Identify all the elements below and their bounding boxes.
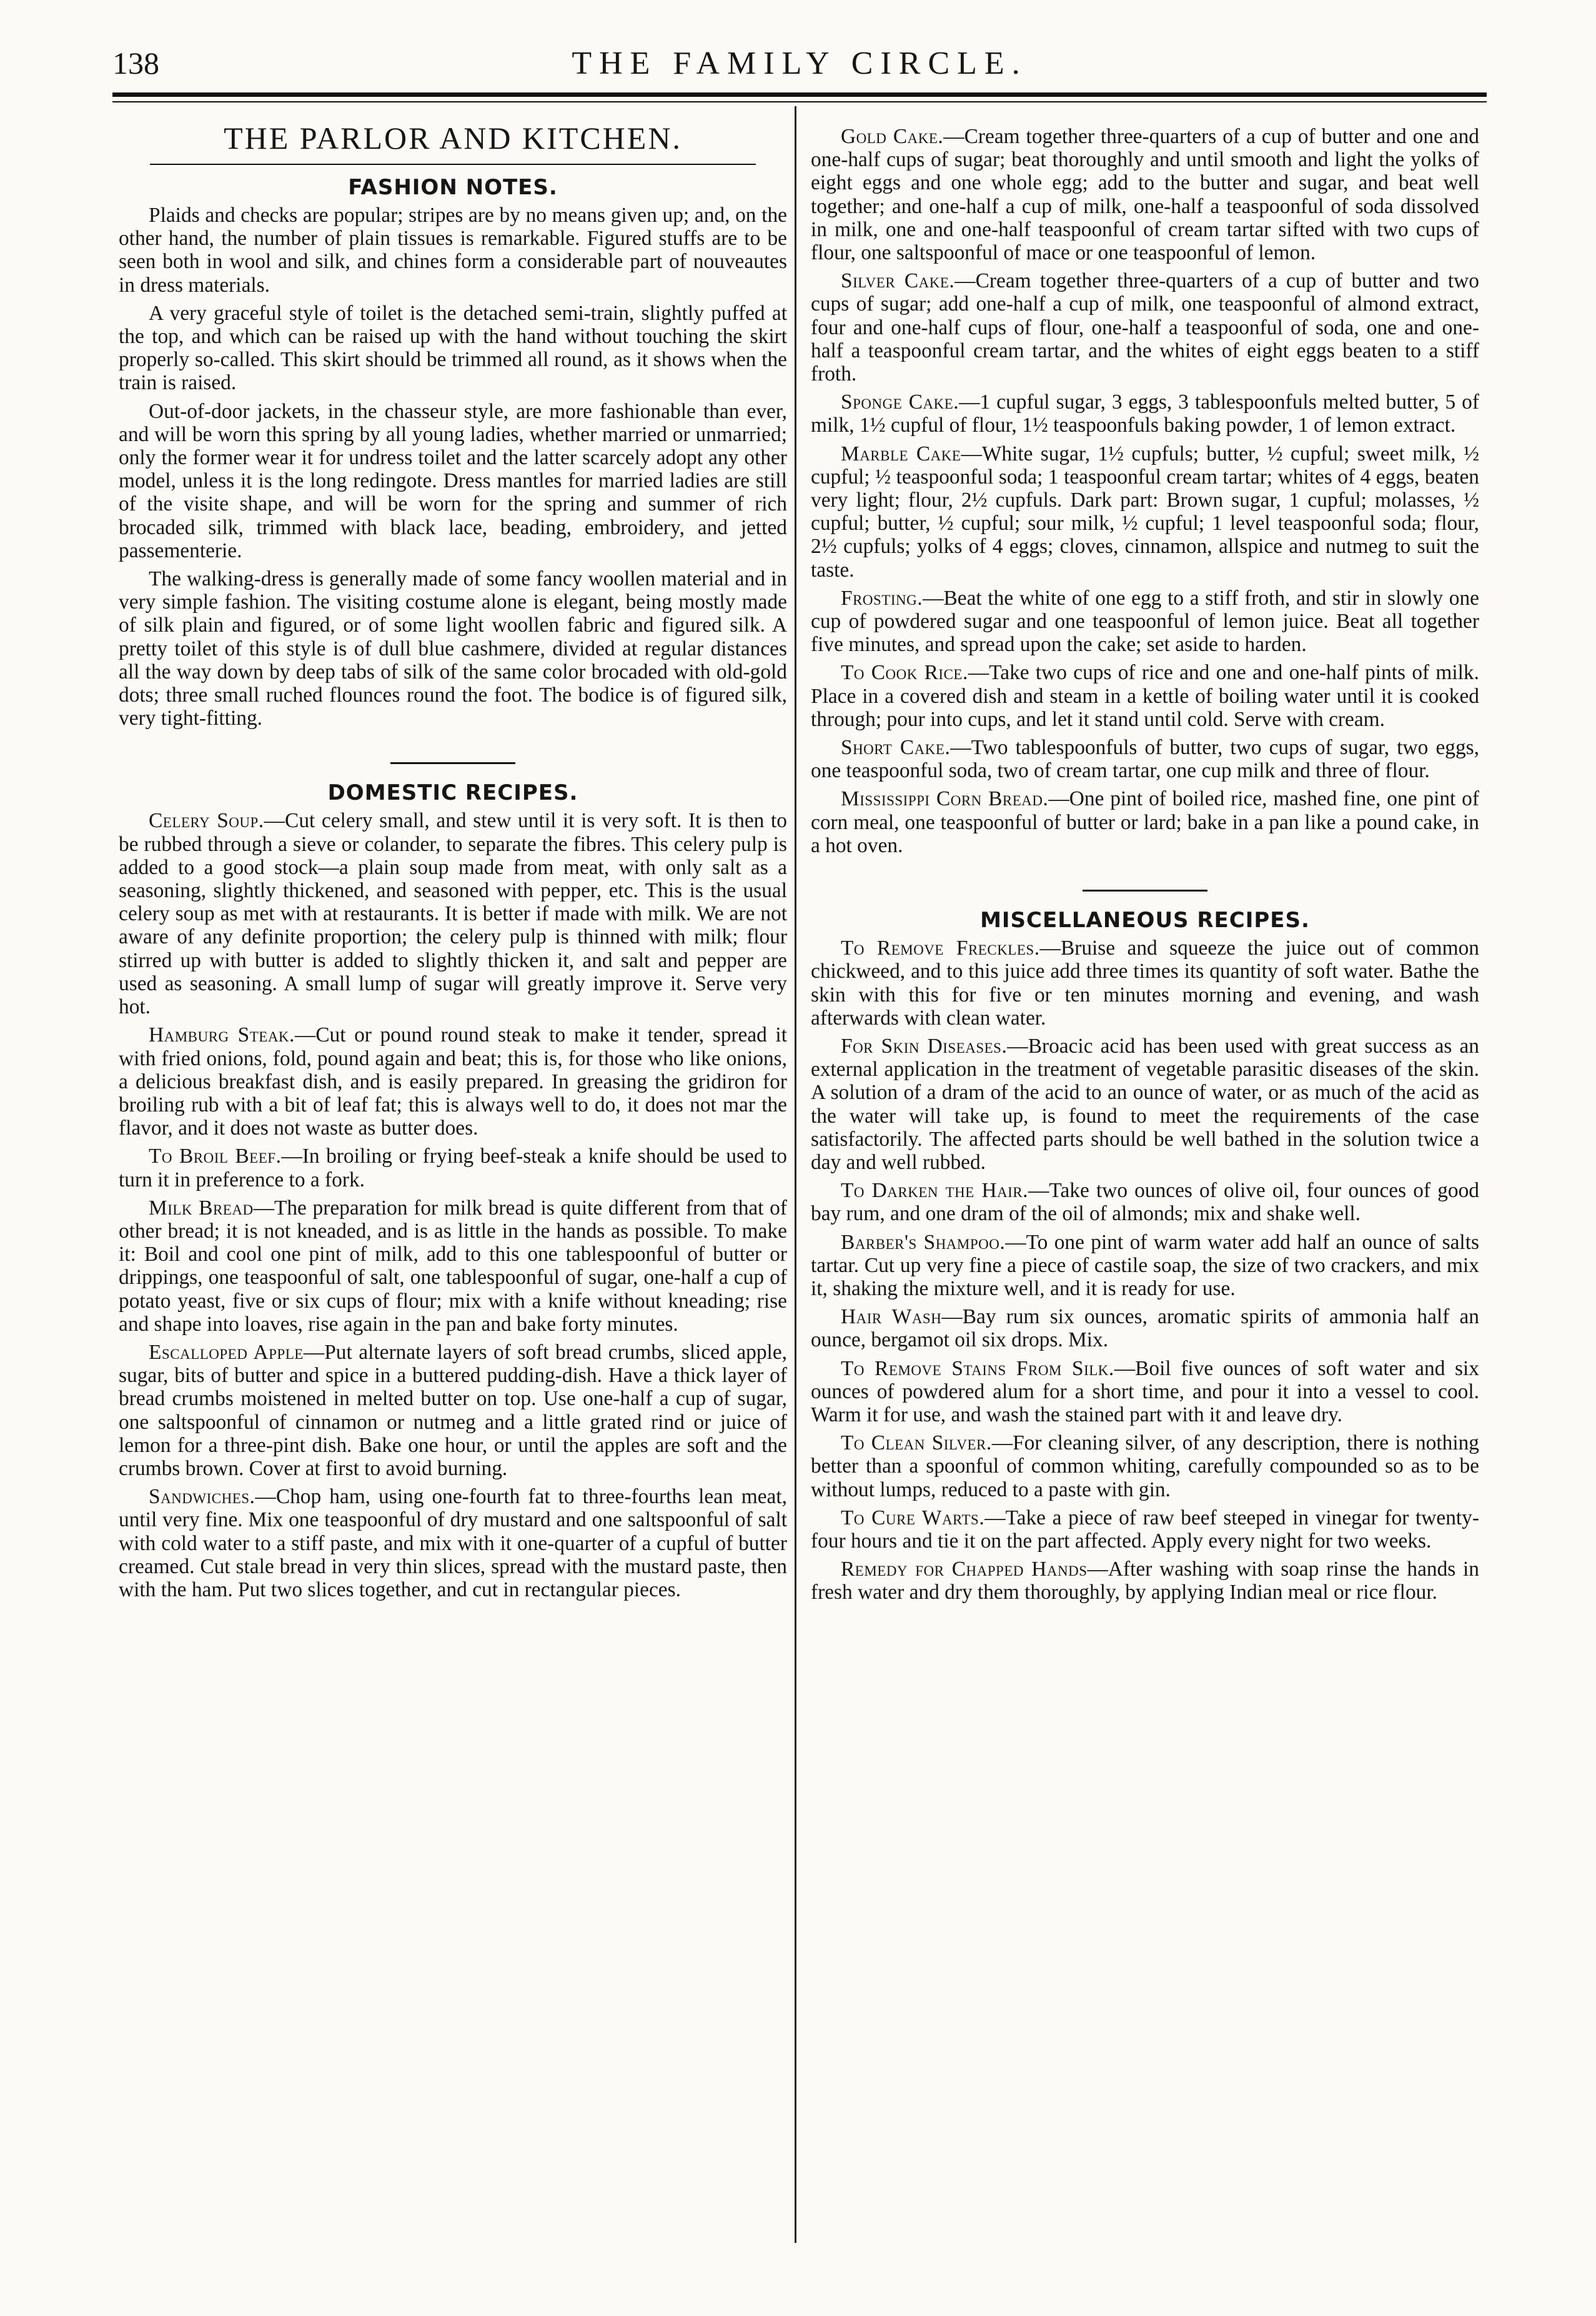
recipe-title: Milk Bread bbox=[149, 1196, 254, 1220]
recipe-paragraph bbox=[119, 1485, 787, 1601]
recipe-paragraph bbox=[811, 1558, 1479, 1604]
section-title: THE PARLOR AND KITCHEN. bbox=[224, 121, 682, 156]
recipe-title: Sponge Cake. bbox=[841, 390, 959, 414]
recipe-paragraph bbox=[811, 1305, 1479, 1351]
header-rule-thick bbox=[112, 92, 1487, 97]
recipe-title: For Skin Diseases. bbox=[841, 1034, 1008, 1058]
recipe-text: —Beat the white of one egg to a stiff froth, and stir in slowly one cup of powdered sugar and one teaspoonful of lemon juice. Beat all together five minutes, and spread upon the cake; set aside to harden. bbox=[811, 586, 1479, 657]
recipe-text: —One pint of boiled rice, mashed fine, one pint of corn meal, one teaspoonful of butter or lard; bake in a pan like a pound cake, in a hot oven. bbox=[811, 787, 1479, 857]
recipe-text: —For cleaning silver, of any description, there is nothing better than a spoonful of common whiting, carefully compounded so as to be without lumps, reduced to a paste with gin. bbox=[811, 1431, 1479, 1501]
recipe-paragraph bbox=[811, 1357, 1479, 1427]
page-number: 138 bbox=[112, 46, 159, 81]
recipe-paragraph bbox=[811, 269, 1479, 385]
fashion-paragraph: Plaids and checks are popular; stripes are by no means given up; and, on the other hand, the number of plain tissues is remarkable. Figured stuffs are to be seen both in wool and silk, and chines form a considerable part of nouveautes in dress materials. bbox=[119, 204, 787, 297]
fashion-heading: FASHION NOTES. bbox=[348, 175, 558, 200]
recipe-paragraph bbox=[811, 442, 1479, 582]
section-rule bbox=[390, 762, 515, 764]
recipe-text: —Bruise and squeeze the juice out of common chickweed, and to this juice add three times its quantity of soft water. Bathe the skin with this for five or ten minutes morning and evening, and wash afterwards with clean water. bbox=[811, 937, 1479, 1030]
left-column bbox=[119, 121, 787, 1606]
recipe-title: To Darken the Hair. bbox=[841, 1179, 1029, 1203]
recipe-text: —Put alternate layers of soft bread crumbs, sliced apple, sugar, bits of butter and spice in a buttered pudding-dish. Have a thick layer of bread crumbs moistened in melted butter on top. Use one-half a cup of sugar, one saltspoonful of cinnamon or nutmeg and a little grated rind or juice of lemon for a three-pint dish. Bake one hour, or until the apples are soft and the crumbs brown. Cover at first to avoid burning. bbox=[119, 1340, 787, 1480]
recipe-title: Remedy for Chapped Hands bbox=[841, 1558, 1088, 1581]
recipe-title: Gold Cake. bbox=[841, 125, 944, 148]
recipe-paragraph bbox=[811, 787, 1479, 857]
recipe-text: —Cream together three-quarters of a cup of butter and two cups of sugar; add one-half a cup of milk, one teaspoonful of almond extract, four and one-half cups of flour, one-half a teaspoonful of soda, one and one-half a teaspoonful cream tartar, and the whites of eight eggs beaten to a stiff froth. bbox=[811, 269, 1479, 386]
domestic-heading: DOMESTIC RECIPES. bbox=[327, 780, 578, 806]
recipe-text: —After washing with soap rinse the hands in fresh water and dry them thoroughly, by applying Indian meal or rice flour. bbox=[811, 1558, 1479, 1604]
recipe-text: —Bay rum six ounces, aromatic spirits of ammonia half an ounce, bergamot oil six drops. Mix. bbox=[811, 1305, 1479, 1352]
recipe-text: —Take two ounces of olive oil, four ounces of good bay rum, and one dram of the oil of almonds; mix and shake well. bbox=[811, 1179, 1479, 1226]
recipe-title: To Remove Freckles. bbox=[841, 937, 1040, 960]
title-rule bbox=[150, 164, 756, 165]
recipe-paragraph bbox=[119, 1341, 787, 1480]
recipe-paragraph bbox=[119, 1145, 787, 1191]
recipe-paragraph bbox=[811, 125, 1479, 264]
recipe-paragraph bbox=[811, 1506, 1479, 1553]
running-title: THE FAMILY CIRCLE. bbox=[572, 46, 1028, 81]
recipe-title: To Remove Stains From Silk. bbox=[841, 1356, 1114, 1380]
recipe-title: Barber's Shampoo. bbox=[841, 1230, 1006, 1254]
recipe-text: —Take a piece of raw beef steeped in vinegar for twenty-four hours and tie it on the part affected. Apply every night for two weeks. bbox=[811, 1506, 1479, 1553]
recipe-title: Frosting. bbox=[841, 586, 923, 610]
recipe-paragraph bbox=[811, 1035, 1479, 1174]
column-separator bbox=[795, 106, 796, 2243]
recipe-paragraph bbox=[811, 661, 1479, 731]
misc-heading: MISCELLANEOUS RECIPES. bbox=[980, 908, 1310, 933]
recipe-paragraph bbox=[811, 1231, 1479, 1301]
recipe-text: —Chop ham, using one-fourth fat to three-fourths lean meat, until very fine. Mix one teaspoonful of dry mustard and one saltspoonful of salt with cold water to a stiff paste, and mix with it one-quarter of a cupful of butter creamed. Cut stale bread in very thin slices, spread with the mustard paste, then with the ham. Put two slices together, and cut in rectangular pieces. bbox=[119, 1485, 787, 1601]
recipe-title: Sandwiches. bbox=[149, 1485, 255, 1509]
recipe-paragraph bbox=[119, 1023, 787, 1140]
recipe-title: To Cure Warts. bbox=[841, 1506, 985, 1529]
recipe-paragraph bbox=[119, 809, 787, 1018]
section-rule bbox=[1083, 890, 1207, 892]
recipe-text: —In broiling or frying beef-steak a knife should be used to turn it in preference to a fork. bbox=[119, 1145, 787, 1191]
recipe-paragraph bbox=[811, 736, 1479, 782]
recipe-title: Silver Cake. bbox=[841, 269, 955, 293]
recipe-title: Hamburg Steak. bbox=[149, 1023, 295, 1047]
page-header bbox=[112, 45, 1487, 89]
recipe-title: To Broil Beef. bbox=[149, 1145, 282, 1168]
recipe-paragraph bbox=[811, 937, 1479, 1030]
recipe-paragraph bbox=[811, 1179, 1479, 1225]
recipe-text: —Take two cups of rice and one and one-half pints of milk. Place in a covered dish and steam in a kettle of boiling water until it is cooked through; pour into cups, and let it stand until cold. Serve with cream. bbox=[811, 661, 1479, 731]
recipe-title: To Clean Silver. bbox=[841, 1431, 992, 1455]
recipe-title: Short Cake. bbox=[841, 736, 951, 760]
recipe-text: —Cut or pound round steak to make it tender, spread it with fried onions, fold, pound again and beat; this is, for those who like onions, a delicious breakfast dish, and is easily prepared. In greasing the gridiron for broiling rub with a bit of leaf fat; this is always well to do, it does not mar the flavor, and it does not waste as butter does. bbox=[119, 1023, 787, 1140]
recipe-title: Celery Soup. bbox=[149, 809, 264, 833]
fashion-paragraph: Out-of-door jackets, in the chasseur style, are more fashionable than ever, and will be worn this spring by all young ladies, whether married or unmarried; only the former wear it for undress toilet and the latter scarcely adopt any other model, unless it is the long redingote. Dress mantles for married ladies are still of the visite shape, and will be worn for the spring and summer of rich brocaded silk, trimmed with black lace, beading, embroidery, and jetted passementerie. bbox=[119, 399, 787, 562]
recipe-text: —Boil five ounces of soft water and six ounces of powdered alum for a short time, and pour it into a vessel to cool. Warm it for use, and wash the stained part with it and leave dry. bbox=[811, 1356, 1480, 1426]
recipe-text: —The preparation for milk bread is quite different from that of other bread; it is not kneaded, and is as little in the hands as possible. To make it: Boil and cool one pint of milk, add to this one tablespoonful of butter or drippings, one teaspoonful of salt, one tablespoonful of sugar, one-half a cup of potato yeast, five or six cups of flour; mix with a knife without kneading; rise and shape into loaves, rise again in the pan and bake forty minutes. bbox=[119, 1196, 787, 1336]
recipe-paragraph bbox=[811, 587, 1479, 657]
recipe-text: —White sugar, 1½ cupfuls; butter, ½ cupful; sweet milk, ½ cupful; ½ teaspoonful soda; 1 teaspoonful cream tartar; whites of 4 eggs, beaten very light; flour, 2½ cupfuls. Dark part: Brown sugar, 1 cupful; molasses, ½ cupful; butter, ½ cupful; sour milk, ½ cupful; 1 level teaspoonful soda; flour, 2½ cupfuls; yolks of 4 eggs; cloves, cinnamon, allspice and nutmeg to suit the taste. bbox=[811, 442, 1479, 582]
recipe-paragraph bbox=[811, 390, 1479, 437]
fashion-paragraph: The walking-dress is generally made of some fancy woollen material and in very simple fashion. The visiting costume alone is elegant, being mostly made of silk plain and figured, or of some light woollen fabric and figured silk. A pretty toilet of this style is of dull blue cashmere, divided at regular distances all the way down by deep tabs of silk of the same color brocaded with old-gold dots; three small ruched flounces round the foot. The bodice is of figured silk, very tight-fitting. bbox=[119, 567, 787, 730]
fashion-paragraph: A very graceful style of toilet is the detached semi-train, slightly puffed at the top, and which can be raised up with the hand without touching the skirt properly so-called. This skirt should be trimmed all round, as it shows when the train is raised. bbox=[119, 301, 787, 395]
recipe-title: Escalloped Apple bbox=[149, 1340, 304, 1364]
recipe-text: —Two tablespoonfuls of butter, two cups of sugar, two eggs, one teaspoonful soda, two of cream tartar, one cup milk and three of flour. bbox=[811, 736, 1479, 783]
recipe-text: —1 cupful sugar, 3 eggs, 3 tablespoonfuls melted butter, 5 of milk, 1½ cupful of flour, 1½ teaspoonfuls baking powder, 1 of lemon extract. bbox=[811, 390, 1479, 437]
header-rule-thin bbox=[112, 101, 1487, 102]
recipe-paragraph bbox=[811, 1431, 1479, 1501]
recipe-title: Mississippi Corn Bread. bbox=[841, 787, 1049, 811]
recipe-text: —To one pint of warm water add half an ounce of salts tartar. Cut up very fine a piece of castile soap, the size of two crackers, and mix it, shaking the mixture well, and it is ready for use. bbox=[811, 1230, 1479, 1300]
recipe-title: Hair Wash bbox=[841, 1305, 942, 1329]
recipe-text: —Cut celery small, and stew until it is very soft. It is then to be rubbed through a sieve or colander, to separate the fibres. This celery pulp is added to a good stock—a plain soup made from meat, with only salt as a seasoning, slightly thickened, and seasoned with pepper, etc. This is the usual celery soup as met with at restaurants. It is better if made with milk. We are not aware of any definite proportion; the celery pulp is thinned with milk; flour stirred up with butter is added to slightly thicken it, and salt and pepper are used as seasoning. A small lump of sugar will greatly improve it. Serve very hot. bbox=[119, 809, 787, 1019]
recipe-title: Marble Cake bbox=[841, 442, 961, 465]
recipe-paragraph bbox=[119, 1196, 787, 1336]
right-column bbox=[811, 125, 1479, 1609]
recipe-text: —Broacic acid has been used with great success as an external application in the treatment of vegetable parasitic diseases of the skin. A solution of a dram of the acid to an ounce of water, or as much of the acid as the water will take up, is found to meet the requirements of the case satisfactorily. The affected parts should be well bathed in the solution twice a day and well rubbed. bbox=[811, 1034, 1479, 1174]
recipe-text: —Cream together three-quarters of a cup of butter and one and one-half cups of sugar; beat thoroughly and until smooth and light the yolks of eight eggs and one whole egg; add to the butter and sugar, and beat well together; and one-half a cup of milk, one-half a teaspoonful of soda dissolved in milk, one and one-half teaspoonful of cream tartar sifted with two cups of flour, one saltspoonful of mace or one teaspoonful of lemon. bbox=[811, 125, 1479, 265]
recipe-title: To Cook Rice. bbox=[841, 661, 968, 685]
